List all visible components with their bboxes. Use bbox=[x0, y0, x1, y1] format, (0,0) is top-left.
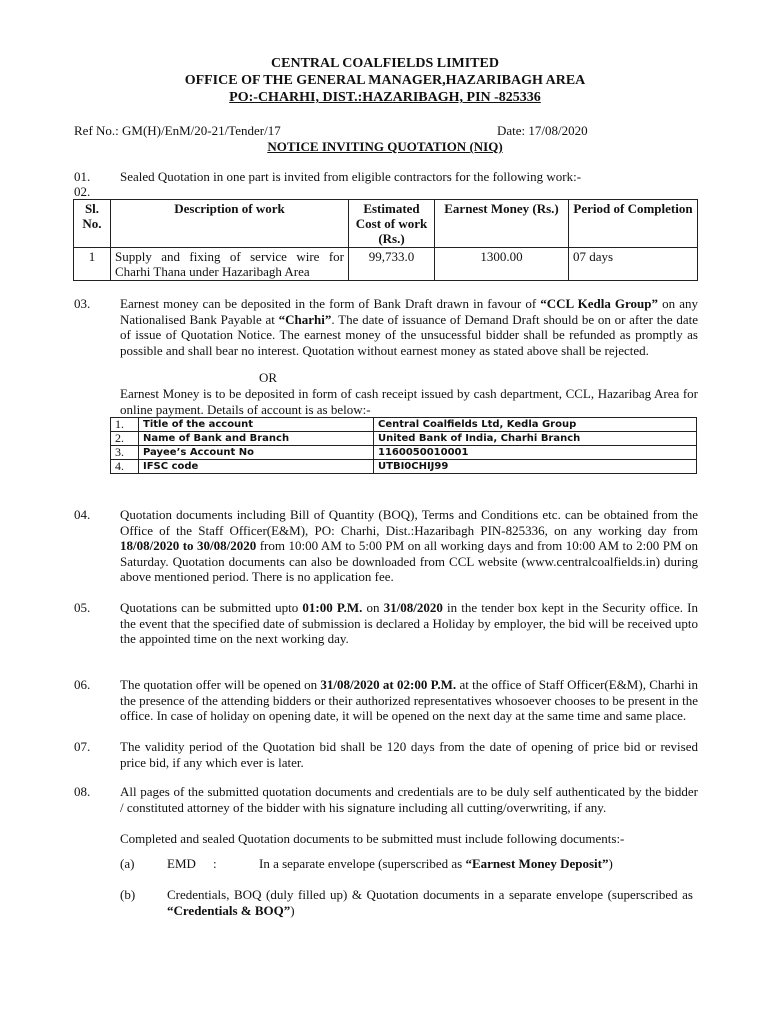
submission-time: 01:00 P.M. bbox=[302, 600, 363, 615]
para-02-number: 02. bbox=[74, 184, 91, 199]
work-table-header bbox=[74, 200, 698, 248]
cell-description: Supply and fixing of service wire for Charhi Thana under Hazaribagh Area bbox=[111, 248, 349, 281]
office-address: PO:-CHARHI, DIST.:HAZARIBAGH, PIN -825336 bbox=[229, 90, 541, 105]
cell-period: 07 days bbox=[569, 248, 698, 281]
para-05-text: Quotations can be submitted upto 01:00 P.M. on 31/08/2020 in the tender box kept in the Security office. In the event that the specified date of submission is declared a Holiday by employer, the bid will be received upto the appointed time on the next working day. bbox=[120, 600, 699, 647]
item-b-text: Credentials, BOQ (duly filled up) & Quotation documents in a separate envelope (superscribed as “Credentials & BOQ”) bbox=[167, 887, 693, 918]
account-value: 1160050010001 bbox=[374, 446, 697, 460]
payable-at: “Charhi” bbox=[278, 311, 332, 327]
work-table bbox=[73, 199, 698, 281]
col-sl-no: Sl. No. bbox=[74, 200, 111, 248]
cell-earnest-money: 1300.00 bbox=[435, 248, 569, 281]
table-row: 2. Name of Bank and Branch United Bank of India, Charhi Branch bbox=[111, 432, 697, 446]
para-07-number: 07. bbox=[74, 739, 91, 754]
document-sale-period: 18/08/2020 to 30/08/2020 bbox=[120, 538, 257, 554]
account-value: United Bank of India, Charhi Branch bbox=[374, 432, 697, 446]
cell-estimated-cost: 99,733.0 bbox=[349, 248, 435, 281]
para-03-text: Earnest money can be deposited in the form of Bank Draft drawn in favour of “CCL Kedla Group” on any Nationalised Bank Payable at “Charhi”. The date of issuance of Demand Draft should be on or after the date of issue of Quotation Notice. The earnest money of the unsucessful bidder shall be refunded as promptly as possible and shall bear no interest. Quotation without earnest money as stated above shall be rejected. bbox=[120, 296, 698, 358]
para-06-number: 06. bbox=[74, 677, 91, 692]
item-a-label: (a) bbox=[120, 856, 135, 871]
account-value: UTBI0CHIJ99 bbox=[374, 460, 697, 474]
para-04-number: 04. bbox=[74, 507, 91, 522]
col-earnest-money: Earnest Money (Rs.) bbox=[435, 200, 569, 248]
table-row bbox=[74, 248, 698, 281]
payee-name: “CCL Kedla Group” bbox=[540, 296, 659, 311]
cell-sl-no: 1 bbox=[74, 248, 111, 281]
or-separator: OR bbox=[259, 370, 278, 385]
col-period: Period of Completion bbox=[569, 200, 698, 248]
item-a-text: In a separate envelope (superscribed as “Earnest Money Deposit”) bbox=[259, 856, 613, 871]
para-07-text: The validity period of the Quotation bid shall be 120 days from the date of opening of price bid or revised price bid, if any which ever is later. bbox=[120, 739, 698, 770]
opening-date-time: 31/08/2020 at 02:00 P.M. bbox=[320, 677, 457, 692]
table-row: 1. Title of the account Central Coalfields Ltd, Kedla Group bbox=[111, 418, 697, 432]
credentials-envelope-label: “Credentials & BOQ” bbox=[167, 902, 291, 918]
company-name: CENTRAL COALFIELDS LIMITED bbox=[271, 56, 499, 71]
para-05-number: 05. bbox=[74, 600, 91, 615]
notice-date: Date: 17/08/2020 bbox=[497, 123, 588, 138]
account-label: Title of the account bbox=[139, 418, 374, 432]
account-label: Payee’s Account No bbox=[139, 446, 374, 460]
account-label: Name of Bank and Branch bbox=[139, 432, 374, 446]
para-04-text: Quotation documents including Bill of Quantity (BOQ), Terms and Conditions etc. can be obtained from the Office of the Staff Officer(E&M), PO: Charhi, Dist.:Hazaribagh PIN-825336, on any working day from 18/08/2020 to 30/08/2020 from 10:00 AM to 5:00 PM on all working days and from 10:00 AM to 2:00 PM on Saturday. Quotation documents can also be downloaded from CCL website (www.centralcoalfields.in) during above mentioned period. There is no application fee. bbox=[120, 507, 698, 585]
reference-number: Ref No.: GM(H)/EnM/20-21/Tender/17 bbox=[74, 123, 281, 138]
para-08-documents-intro: Completed and sealed Quotation documents to be submitted must include following documents:- bbox=[120, 831, 625, 846]
emd-envelope-label: “Earnest Money Deposit” bbox=[465, 856, 609, 871]
table-row: 3. Payee’s Account No 1160050010001 bbox=[111, 446, 697, 460]
table-row: 4. IFSC code UTBI0CHIJ99 bbox=[111, 460, 697, 474]
item-a-colon: : bbox=[213, 856, 217, 871]
notice-title: NOTICE INVITING QUOTATION (NIQ) bbox=[267, 139, 503, 154]
col-estimated-cost: Estimated Cost of work (Rs.) bbox=[349, 200, 435, 248]
para-01-number: 01. bbox=[74, 169, 91, 184]
account-table bbox=[110, 417, 697, 474]
para-06-text: The quotation offer will be opened on 31/08/2020 at 02:00 P.M. at the office of Staff Officer(E&M), Charhi in the presence of the attending bidders or their authorized representatives whosoever chooses to be present in the office. In case of holiday on opening date, it will be opened on the next day at the same time and same place. bbox=[120, 677, 699, 724]
para-03-online-text: Earnest Money is to be deposited in form of cash receipt issued by cash department, CCL, Hazaribag Area for online payment. Details of account is as below:- bbox=[120, 386, 698, 417]
col-description: Description of work bbox=[111, 200, 349, 248]
para-03-number: 03. bbox=[74, 296, 91, 311]
submission-date: 31/08/2020 bbox=[383, 600, 443, 615]
item-a-key: EMD bbox=[167, 856, 196, 871]
office-name: OFFICE OF THE GENERAL MANAGER,HAZARIBAGH AREA bbox=[184, 73, 586, 88]
para-01-text: Sealed Quotation in one part is invited from eligible contractors for the following work:- bbox=[120, 169, 582, 184]
item-b-label: (b) bbox=[120, 887, 136, 902]
account-value: Central Coalfields Ltd, Kedla Group bbox=[374, 418, 697, 432]
para-08-number: 08. bbox=[74, 784, 91, 799]
account-label: IFSC code bbox=[139, 460, 374, 474]
para-08-text: All pages of the submitted quotation documents and credentials are to be duly self authenticated by the bidder / constituted attorney of the bidder with his signature including all cutting/overwriting, if any. bbox=[120, 784, 698, 815]
